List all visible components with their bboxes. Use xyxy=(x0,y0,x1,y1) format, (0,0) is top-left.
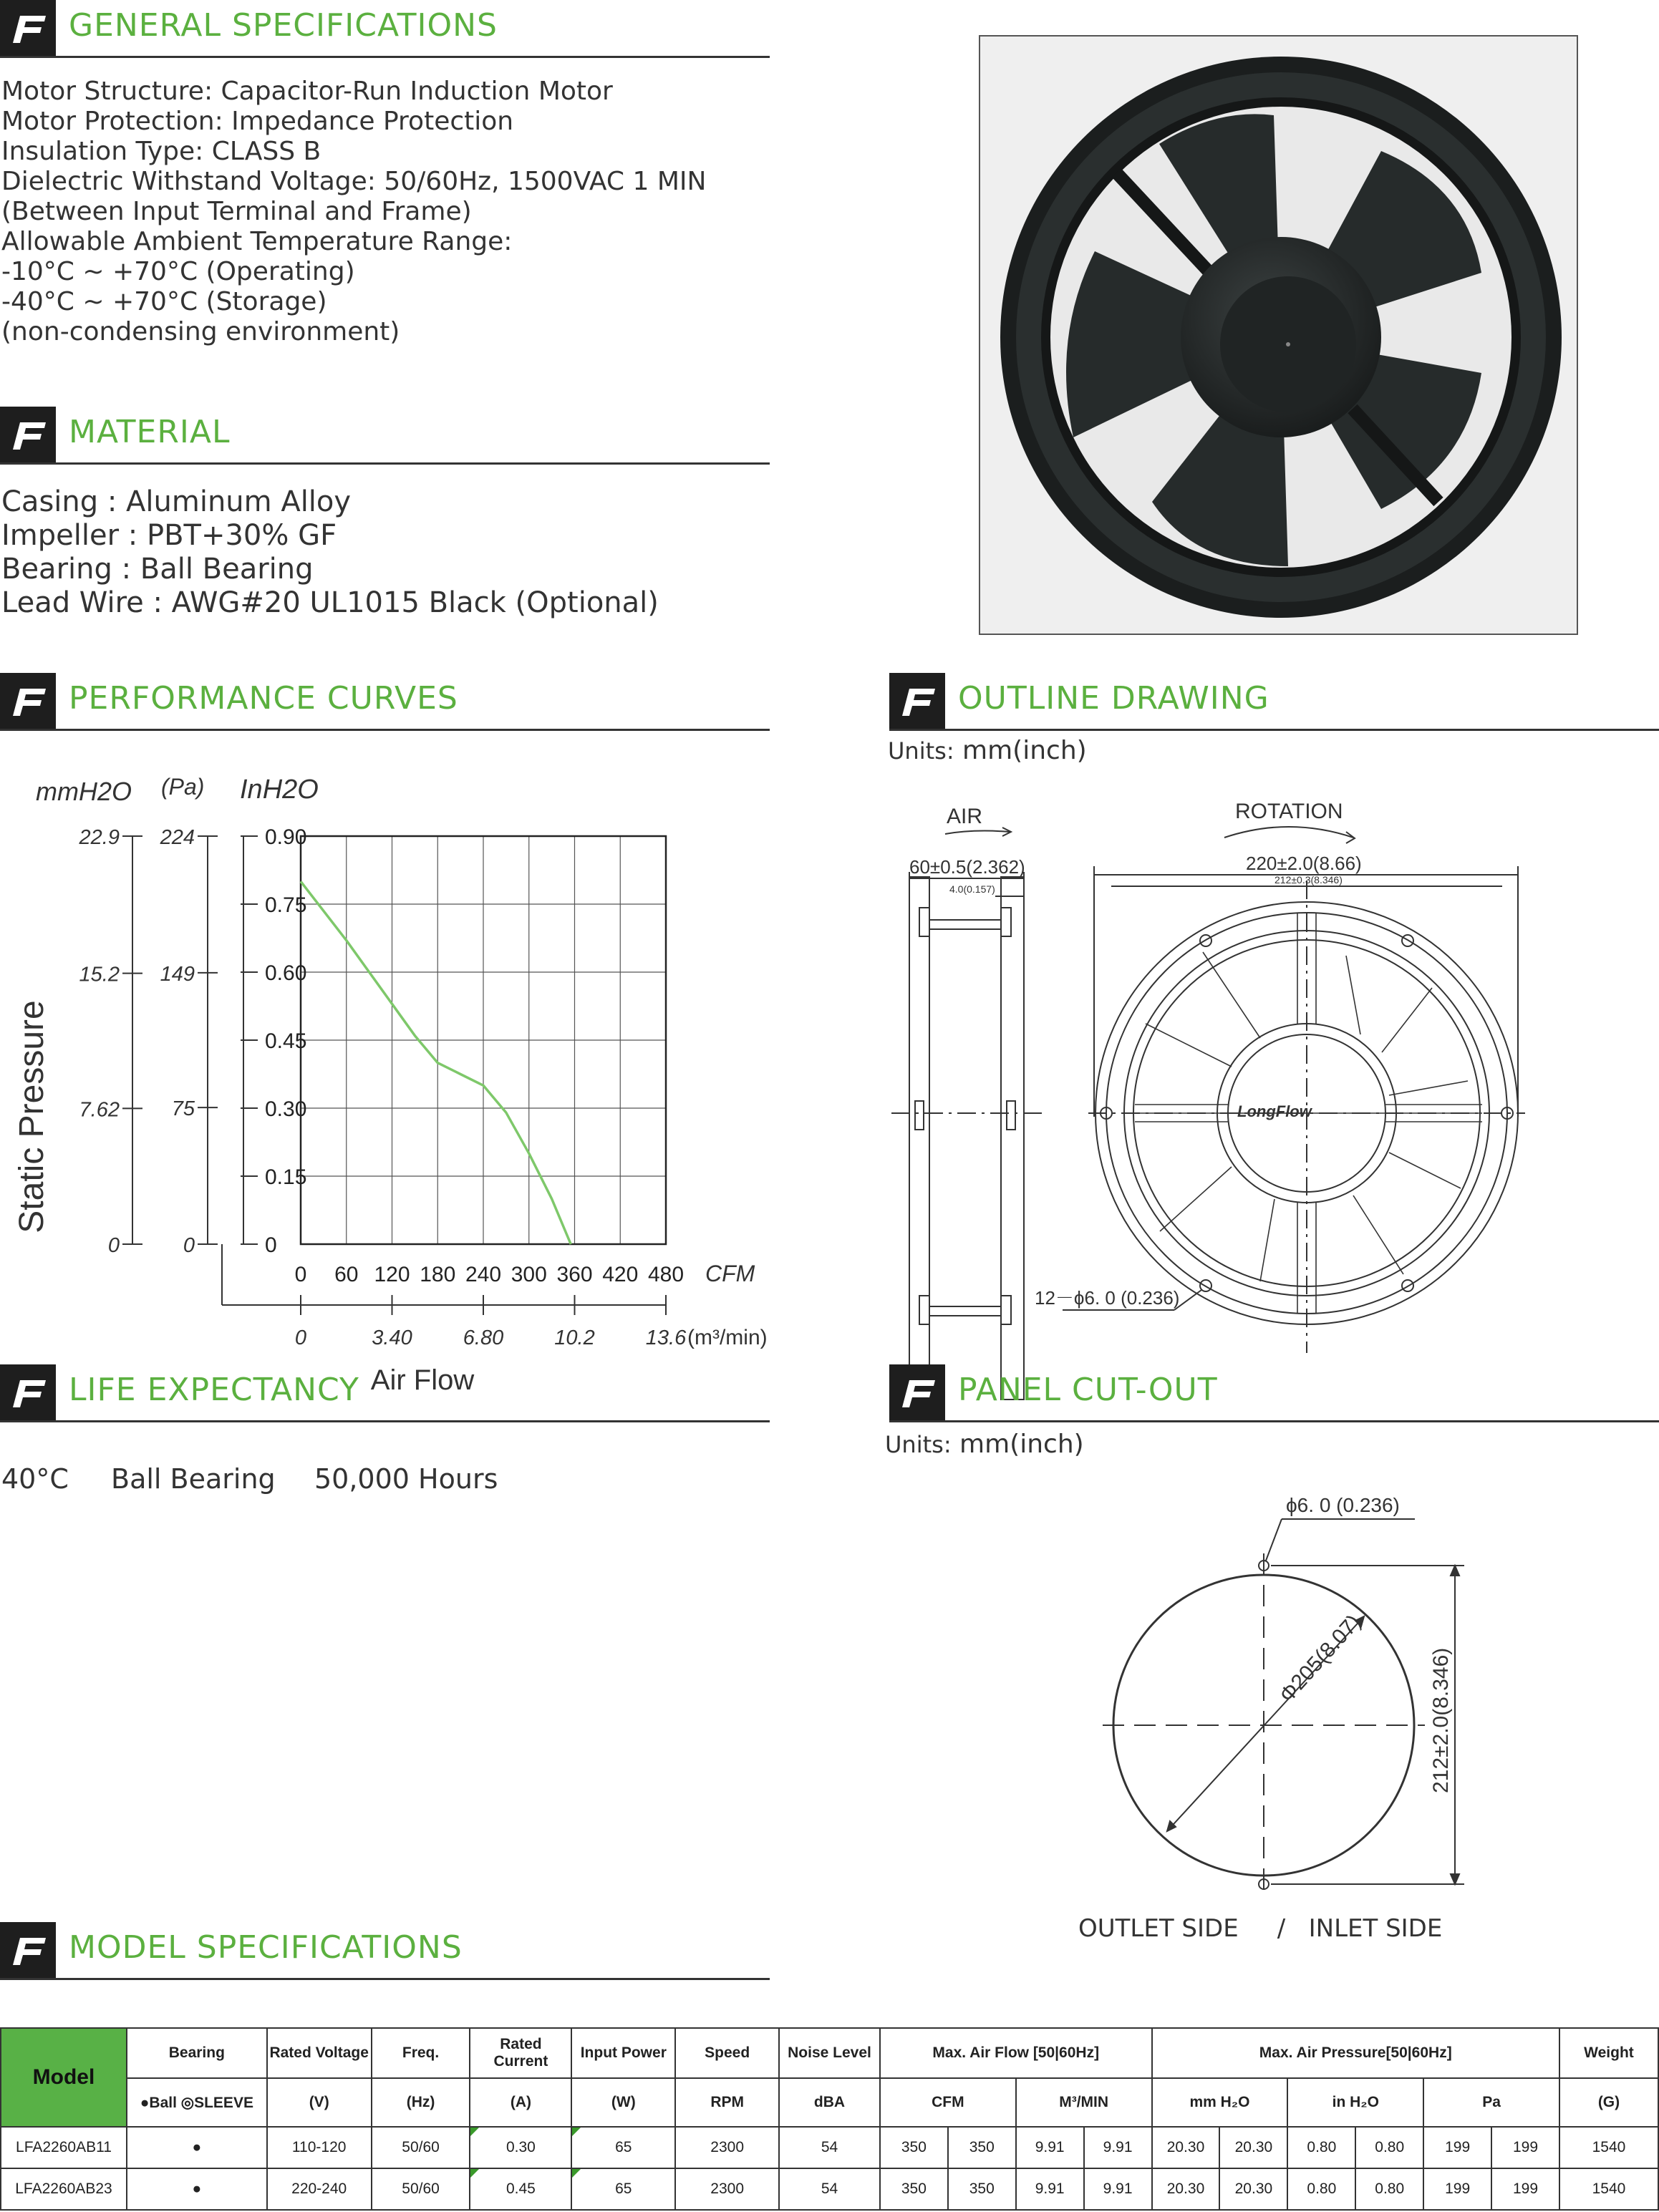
speed-cell: 2300 xyxy=(675,2127,779,2168)
weight-unit: (G) xyxy=(1559,2078,1658,2127)
brand-logo-icon xyxy=(0,1922,56,1978)
sleeve-label: ◎SLEEVE xyxy=(180,2094,253,2111)
x-tick-label-m3min: 3.40 xyxy=(372,1326,412,1349)
holes-dim: 12－ϕ6. 0 (0.236) xyxy=(1035,1287,1180,1309)
corner-marker-icon xyxy=(572,2169,581,2178)
spec-line: -10°C ~ +70°C (Operating) xyxy=(1,257,355,286)
model-header-cell: Model xyxy=(1,2028,127,2127)
model-cell: LFA2260AB23 xyxy=(1,2168,127,2210)
spec-line: Dielectric Withstand Voltage: 50/60Hz, 1500VAC 1 MIN xyxy=(1,167,707,196)
units-label: Units: xyxy=(885,1431,952,1458)
general-specs-text xyxy=(1,77,706,347)
subheader-row xyxy=(1,2078,1658,2127)
life-header xyxy=(0,1364,770,1422)
section-title: PANEL CUT-OUT xyxy=(958,1372,1218,1408)
power-header: Input Power xyxy=(571,2028,675,2078)
power-value: 65 xyxy=(615,2181,632,2197)
cutout-units xyxy=(885,1430,1084,1459)
brand-mark: LongFlow xyxy=(1237,1102,1312,1120)
units-value: mm(inch) xyxy=(959,1430,1084,1459)
brand-logo-icon xyxy=(889,1364,945,1420)
life-bearing: Ball Bearing xyxy=(111,1463,276,1495)
section-title: MATERIAL xyxy=(69,414,231,450)
corner-marker-icon xyxy=(572,2128,581,2136)
spec-line: Insulation Type: CLASS B xyxy=(1,137,321,166)
material-line: Lead Wire : AWG#20 UL1015 Black (Optional) xyxy=(1,586,659,619)
brand-logo-icon xyxy=(0,0,56,56)
x-tick-label-cfm: 300 xyxy=(511,1263,547,1286)
model-header xyxy=(0,1922,770,1980)
m3min-unit: M³/MIN xyxy=(1016,2078,1152,2127)
x-tick-label-cfm: 0 xyxy=(294,1263,307,1286)
material-line: Impeller : PBT+30% GF xyxy=(1,519,337,552)
x-tick-label-m3min: 10.2 xyxy=(554,1326,595,1349)
in50-cell: 0.80 xyxy=(1287,2168,1355,2210)
noise-cell: 54 xyxy=(779,2127,880,2168)
y-tick-label-inh2o: 0.15 xyxy=(265,1165,307,1189)
in50-cell: 0.80 xyxy=(1287,2127,1355,2168)
y-tick-label-mmh2o: 15.2 xyxy=(79,963,120,986)
section-title: MODEL SPECIFICATIONS xyxy=(69,1929,463,1966)
brand-logo-icon xyxy=(0,407,56,462)
y-tick-label-inh2o: 0.30 xyxy=(265,1097,307,1121)
corner-marker-icon xyxy=(470,2169,479,2178)
noise-header: Noise Level xyxy=(779,2028,880,2078)
table-row xyxy=(1,2127,1658,2168)
y-unit-pa: (Pa) xyxy=(161,774,205,800)
mm60-cell: 20.30 xyxy=(1219,2127,1287,2168)
x-tick-label-m3min: 13.6 xyxy=(645,1326,687,1349)
hole-spacing-dim: 212±0.3(8.346) xyxy=(1275,874,1343,886)
weight-cell: 1540 xyxy=(1559,2127,1658,2168)
units-value: mm(inch) xyxy=(962,736,1087,765)
noise-unit: dBA xyxy=(779,2078,880,2127)
cfm50-cell: 350 xyxy=(880,2168,948,2210)
current-cell xyxy=(470,2127,571,2168)
x-unit-m3min: (m³/min) xyxy=(687,1326,768,1349)
bearing-cell: ● xyxy=(127,2127,267,2168)
cutout-drawing xyxy=(1074,1489,1518,1961)
material-header xyxy=(0,407,770,465)
product-photo xyxy=(979,35,1578,635)
y-tick-label-inh2o: 0.45 xyxy=(265,1029,307,1053)
voltage-cell: 110-120 xyxy=(267,2127,372,2168)
cfm50-cell: 350 xyxy=(880,2127,948,2168)
brand-logo-icon xyxy=(0,673,56,729)
voltage-unit: (V) xyxy=(267,2078,372,2127)
power-unit: (W) xyxy=(571,2078,675,2127)
spec-line: Allowable Ambient Temperature Range: xyxy=(1,227,513,256)
speed-unit: RPM xyxy=(675,2078,779,2127)
pa50-cell: 199 xyxy=(1423,2127,1491,2168)
x-unit-cfm: CFM xyxy=(705,1261,755,1286)
x-tick-label-m3min: 0 xyxy=(294,1326,307,1349)
air-label: AIR xyxy=(947,805,983,828)
cfm60-cell: 350 xyxy=(948,2168,1016,2210)
depth-dim: 60±0.5(2.362) xyxy=(909,856,1025,878)
x-tick-label-cfm: 120 xyxy=(374,1263,410,1286)
cfm-unit: CFM xyxy=(880,2078,1016,2127)
bearing-subheader xyxy=(127,2078,267,2127)
y-tick-label-pa: 75 xyxy=(171,1097,195,1121)
y-tick-label-mmh2o: 22.9 xyxy=(79,826,120,849)
y-tick-label-pa: 224 xyxy=(160,826,195,849)
m3-50-cell: 9.91 xyxy=(1016,2127,1084,2168)
pa60-cell: 199 xyxy=(1491,2168,1559,2210)
diameter-dim: Φ205(8.07) xyxy=(1275,1610,1366,1707)
airflow-header: Max. Air Flow [50|60Hz] xyxy=(880,2028,1152,2078)
spec-line: (non-condensing environment) xyxy=(1,317,400,346)
freq-header: Freq. xyxy=(372,2028,470,2078)
x-tick-label-cfm: 360 xyxy=(556,1263,593,1286)
freq-unit: (Hz) xyxy=(372,2078,470,2127)
bearing-header: Bearing xyxy=(127,2028,267,2078)
flange-dim: 4.0(0.157) xyxy=(949,883,995,895)
y-tick-label-inh2o: 0 xyxy=(265,1233,277,1257)
header-row xyxy=(1,2028,1658,2078)
mmh2o-unit: mm H₂O xyxy=(1152,2078,1288,2127)
y-tick-label-inh2o: 0.75 xyxy=(265,893,307,917)
section-title: LIFE EXPECTANCY xyxy=(69,1372,359,1408)
cutout-header xyxy=(889,1364,1659,1422)
table-row xyxy=(1,2168,1658,2210)
m3-50-cell: 9.91 xyxy=(1016,2168,1084,2210)
pa50-cell: 199 xyxy=(1423,2168,1491,2210)
bearing-cell: ● xyxy=(127,2168,267,2210)
x-tick-label-cfm: 240 xyxy=(465,1263,502,1286)
y-tick-label-mmh2o: 0 xyxy=(107,1234,120,1257)
current-value: 0.45 xyxy=(506,2181,536,2197)
hole-dim: ϕ6. 0 (0.236) xyxy=(1286,1494,1400,1516)
mm50-cell: 20.30 xyxy=(1152,2168,1220,2210)
in60-cell: 0.80 xyxy=(1355,2127,1423,2168)
model-spec-table xyxy=(0,2027,1659,2211)
section-title: PERFORMANCE CURVES xyxy=(69,680,458,717)
x-tick-label-cfm: 420 xyxy=(602,1263,639,1286)
power-cell xyxy=(571,2127,675,2168)
units-label: Units: xyxy=(888,737,954,765)
corner-marker-icon xyxy=(470,2128,479,2136)
pa60-cell: 199 xyxy=(1491,2127,1559,2168)
material-line: Casing : Aluminum Alloy xyxy=(1,485,352,518)
section-title: OUTLINE DRAWING xyxy=(958,680,1269,717)
mm50-cell: 20.30 xyxy=(1152,2127,1220,2168)
spec-line: Motor Structure: Capacitor-Run Induction Motor xyxy=(1,77,613,106)
x-tick-label-cfm: 180 xyxy=(420,1263,456,1286)
power-value: 65 xyxy=(615,2139,632,2155)
voltage-cell: 220-240 xyxy=(267,2168,372,2210)
outline-header xyxy=(889,673,1659,731)
current-value: 0.30 xyxy=(506,2139,536,2155)
x-tick-label-m3min: 6.80 xyxy=(463,1326,504,1349)
current-header: Rated Current xyxy=(470,2028,571,2078)
outline-units xyxy=(888,736,1087,765)
weight-cell: 1540 xyxy=(1559,2168,1658,2210)
speed-header: Speed xyxy=(675,2028,779,2078)
cfm60-cell: 350 xyxy=(948,2127,1016,2168)
voltage-header: Rated Voltage xyxy=(267,2028,372,2078)
material-line: Bearing : Ball Bearing xyxy=(1,553,314,586)
rotation-label: ROTATION xyxy=(1235,800,1343,823)
model-cell: LFA2260AB11 xyxy=(1,2127,127,2168)
y-unit-mmh2o: mmH2O xyxy=(36,777,132,806)
outline-drawing xyxy=(888,787,1659,1346)
life-hours: 50,000 Hours xyxy=(314,1463,498,1495)
freq-cell: 50/60 xyxy=(372,2127,470,2168)
current-cell xyxy=(470,2168,571,2210)
fan-image xyxy=(980,37,1577,634)
x-axis-label: Air Flow xyxy=(370,1364,475,1396)
y-tick-label-inh2o: 0.60 xyxy=(265,961,307,985)
freq-cell: 50/60 xyxy=(372,2168,470,2210)
current-unit: (A) xyxy=(470,2078,571,2127)
y-tick-label-pa: 0 xyxy=(183,1234,195,1257)
performance-curve-line xyxy=(301,881,571,1244)
x-tick-label-cfm: 60 xyxy=(334,1263,359,1286)
general-specs-header xyxy=(0,0,770,58)
power-cell xyxy=(571,2168,675,2210)
section-title: GENERAL SPECIFICATIONS xyxy=(69,7,498,44)
inh2o-unit: in H₂O xyxy=(1287,2078,1423,2127)
weight-header: Weight xyxy=(1559,2028,1658,2078)
spec-line: Motor Protection: Impedance Protection xyxy=(1,107,514,136)
speed-cell: 2300 xyxy=(675,2168,779,2210)
x-tick-label-cfm: 480 xyxy=(647,1263,685,1286)
performance-header xyxy=(0,673,770,731)
y-axis-label: Static Pressure xyxy=(13,1000,51,1233)
material-text xyxy=(1,485,659,620)
y-unit-inh2o: InH2O xyxy=(240,775,319,805)
side-label: OUTLET SIDE / INLET SIDE xyxy=(1078,1914,1443,1943)
pa-unit: Pa xyxy=(1423,2078,1559,2127)
y-tick-label-pa: 149 xyxy=(160,962,195,986)
in60-cell: 0.80 xyxy=(1355,2168,1423,2210)
width-dim: 220±2.0(8.66) xyxy=(1246,853,1362,874)
brand-logo-icon xyxy=(889,673,945,729)
m3-60-cell: 9.91 xyxy=(1084,2127,1152,2168)
y-tick-label-inh2o: 0.90 xyxy=(265,825,307,849)
mm60-cell: 20.30 xyxy=(1219,2168,1287,2210)
noise-cell: 54 xyxy=(779,2168,880,2210)
life-temp: 40°C xyxy=(1,1463,69,1495)
spacing-dim: 212±2.0(8.346) xyxy=(1429,1647,1453,1793)
m3-60-cell: 9.91 xyxy=(1084,2168,1152,2210)
pressure-header: Max. Air Pressure[50|60Hz] xyxy=(1152,2028,1559,2078)
spec-line: (Between Input Terminal and Frame) xyxy=(1,197,472,226)
y-tick-label-mmh2o: 7.62 xyxy=(79,1098,120,1122)
ball-label: ●Ball xyxy=(140,2094,177,2111)
spec-line: -40°C ~ +70°C (Storage) xyxy=(1,287,327,316)
brand-logo-icon xyxy=(0,1364,56,1420)
